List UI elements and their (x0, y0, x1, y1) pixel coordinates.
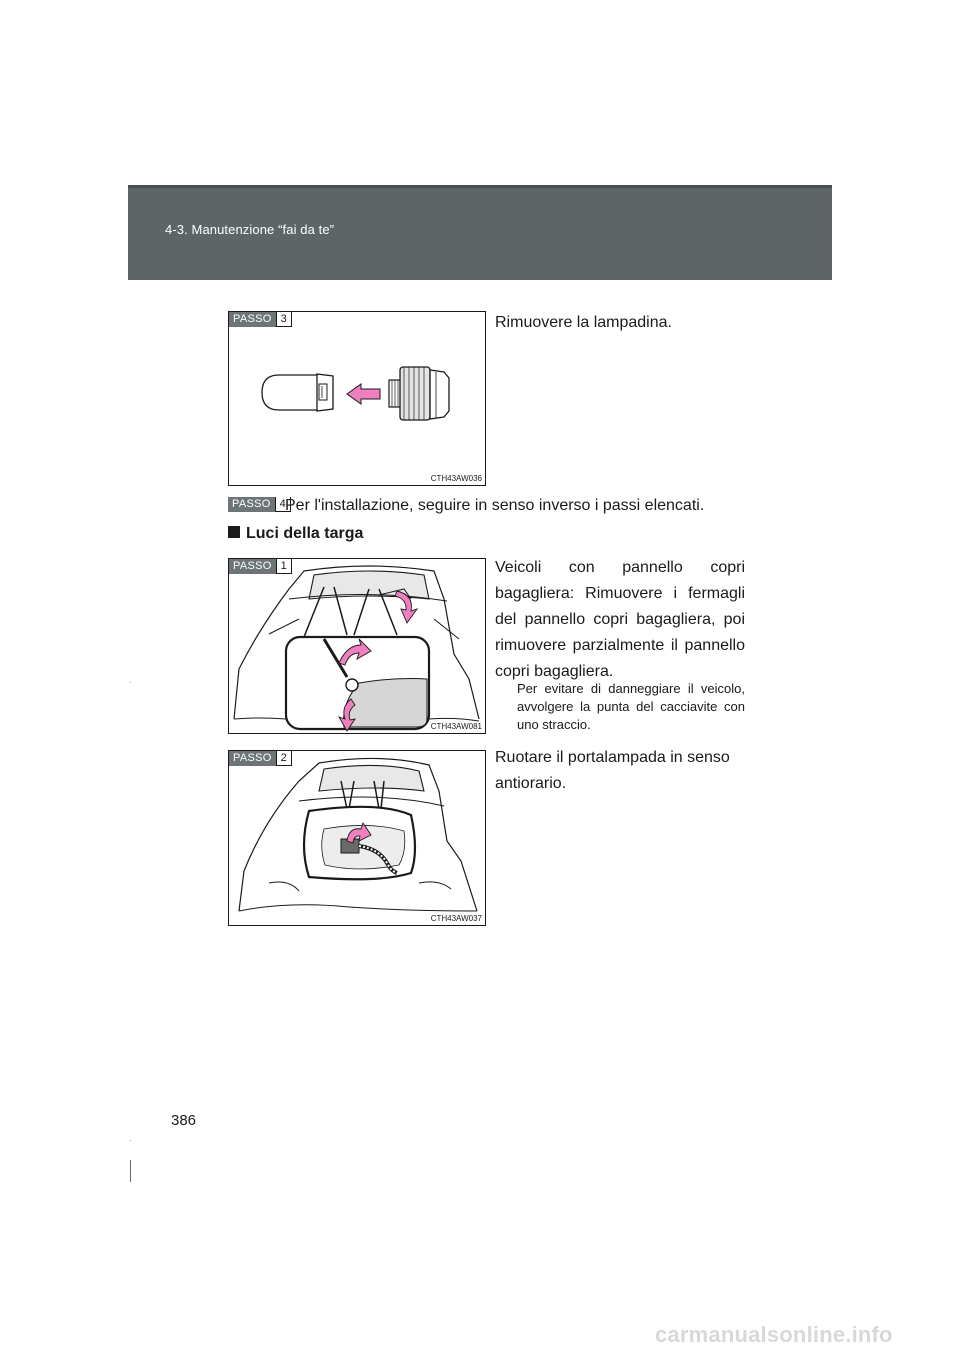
trunk-panel-illustration (229, 559, 485, 733)
instruction-step-4: Per l'installazione, seguire in senso inverso i passi elencati. (285, 497, 705, 514)
step-label: PASSO (229, 559, 276, 574)
bulb-illustration (229, 312, 485, 485)
step-badge-2 (229, 751, 292, 766)
step-number: 4 (275, 497, 291, 512)
section-title: 4-3. Manutenzione “fai da te” (165, 222, 335, 237)
step-number: 2 (276, 751, 292, 766)
step-label: PASSO (228, 497, 275, 512)
step-badge-1 (229, 559, 292, 574)
step-label: PASSO (229, 312, 276, 327)
watermark: carmanualsonline.info (655, 1322, 893, 1347)
figure-code: CTH43AW081 (430, 722, 482, 731)
margin-mark (130, 1140, 131, 1141)
instruction-cover-note: Per evitare di danneggiare il veicolo, avvolgere la punta del cacciavite con uno straccio. (517, 681, 745, 732)
step-number: 1 (276, 559, 292, 574)
step-badge-3 (229, 312, 292, 327)
margin-mark (130, 682, 131, 683)
instruction-cover-panel: Veicoli con pannello copri bagagliera: Rimuovere i fermagli del pannello copri bagagliera, poi rimuovere parzialmente il pannello copri bagagliera. (495, 559, 745, 680)
step-number: 3 (276, 312, 292, 327)
section-heading-text: Luci della targa (246, 525, 364, 542)
figure-remove-bulb (228, 311, 486, 486)
instruction-remove-bulb: Rimuovere la lampadina. (495, 314, 672, 331)
arrow-left-icon (347, 384, 380, 404)
square-bullet-icon (228, 526, 240, 538)
figure-code: CTH43AW037 (430, 914, 482, 923)
step-badge-4 (228, 497, 291, 512)
margin-rule (130, 1160, 131, 1182)
section-heading (228, 525, 363, 543)
step-4-badge-wrap (228, 497, 291, 512)
page-number: 386 (171, 1112, 197, 1129)
figure-code: CTH43AW036 (430, 474, 482, 483)
step-label: PASSO (229, 751, 276, 766)
instruction-rotate-holder: Ruotare il portalampada in senso antiorario. (495, 749, 730, 792)
lamp-holder-illustration (229, 751, 485, 925)
figure-lamp-holder (228, 750, 486, 926)
figure-cover-panel (228, 558, 486, 734)
header-top-edge (128, 185, 832, 188)
